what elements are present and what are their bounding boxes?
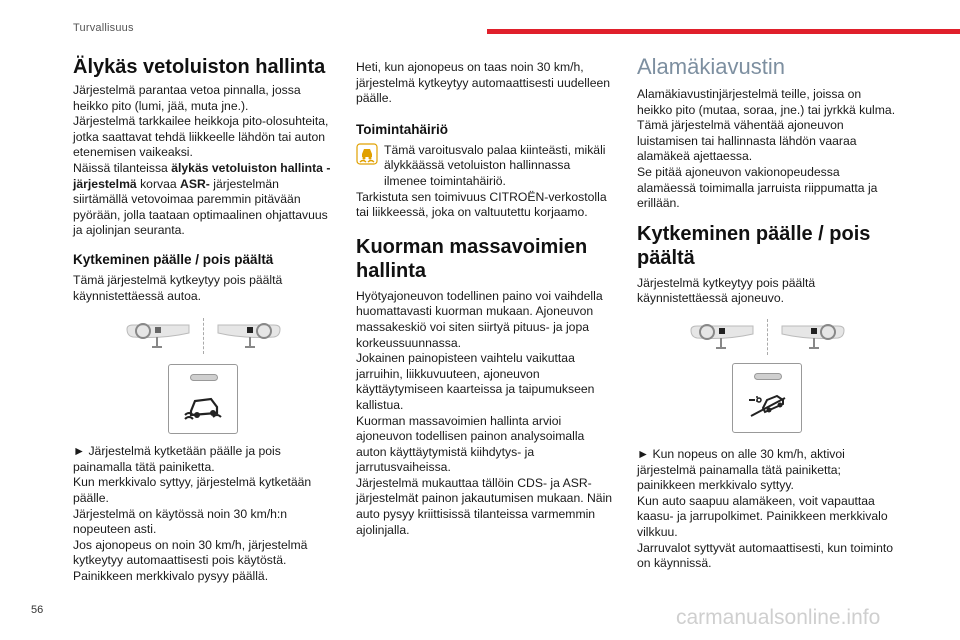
page-number: 56 (31, 604, 44, 616)
icon-divider (203, 318, 204, 354)
section-header: Turvallisuus (73, 22, 134, 34)
column-traction-control (73, 55, 333, 584)
hill-descent-car-icon (747, 390, 789, 420)
hill-steering-right-icon (778, 320, 848, 354)
traction-subtitle: Kytkeminen päälle / pois päältä (73, 251, 274, 267)
traction-intro-1: Järjestelmä parantaa vetoa pinnalla, jossa heikko pito (lumi, jää, muta jne.). (73, 83, 301, 113)
hill-icon-divider (767, 319, 768, 355)
header-accent-bar (487, 29, 960, 34)
watermark: carmanualsonline.info (676, 606, 881, 629)
traction-on-text: Tämä järjestelmä kytkeytyy pois päältä käynnistettäessä autoa. (73, 272, 283, 303)
steering-column-right-icon (214, 319, 284, 353)
hill-steering-icons (637, 319, 897, 355)
hill-step-1: ► Kun nopeus on alle 30 km/h, aktivoi järjestelmä painamalla tätä painiketta; painikkeen merkkivalo syttyy. (637, 446, 845, 493)
traction-intro-2: Järjestelmä tarkkailee heikkoja pito-olosuhteita, jotka saattavat tehdä liikkeelle lähdön tai auton etenemisen vaikeaksi. (73, 114, 329, 160)
hill-title: Alamäkiavustin (637, 54, 785, 79)
traction-intro-3: Näissä tilanteissa älykäs vetoluiston hallinta -järjestelmä korvaa ASR- järjestelmän siirtämällä vetovoimaa paremmin pitävään pyörään, jolla taataan optimaalinen ohjattavuus ja ajolinjan seuranta. (73, 160, 331, 238)
traction-continue: Heti, kun ajonopeus on taas noin 30 km/h, järjestelmä kytkeytyy automaattisesti uudelleen päälle. (356, 60, 611, 106)
fault-text-2: Tarkistuta sen toimivuus CITROËN-verkostolla tai liikkeessä, joka on valtuutettu korjaamo. (356, 189, 607, 220)
steering-icons (73, 318, 333, 354)
hill-on-text: Järjestelmä kytkeytyy pois päältä käynnistettäessä ajoneuvo. (637, 275, 816, 306)
load-text-2: Jokainen painopisteen vaihtelu vaikuttaa jarruihin, liikkuvuuteen, ajoneuvon käyttäytymiseen kaarteissa ja taipumukseen kallistua. (356, 351, 595, 412)
hill-intro-1: Alamäkiavustinjärjestelmä teille, joissa on heikko pito (mutaa, soraa, jne.) tai jyrkkä kulma. (637, 87, 896, 117)
column-hill-descent (637, 55, 897, 572)
hill-steering-left-icon (687, 320, 757, 354)
traction-step-1: ► Järjestelmä kytketään päälle ja pois painamalla tätä painiketta. (73, 444, 281, 474)
traction-title: Älykäs vetoluiston hallinta (73, 56, 326, 78)
traction-step-2: Kun merkkivalo syttyy, järjestelmä kytketään päälle. (73, 475, 312, 505)
hill-intro-2: Tämä järjestelmä vähentää ajoneuvon luistamisen tai hallinnasta lähdön vaaraa alamäkeä ajettaessa. (637, 118, 857, 164)
load-text-3: Kuorman massavoimien hallinta arvioi ajoneuvon todellisen painon analysoimalla auton käyttäytymistä kiihdytys- ja jarrutusvaiheissa. (356, 413, 585, 475)
fault-warning (356, 143, 616, 190)
hill-step-3: Jarruvalot syttyvät automaattisesti, kun toiminto on käynnissä. (637, 540, 894, 571)
steering-column-left-icon (123, 319, 193, 353)
hill-descent-button[interactable] (732, 363, 802, 433)
traction-warning-icon (356, 143, 378, 165)
column-fault-load (356, 60, 616, 538)
button-indicator-light (190, 374, 218, 381)
traction-step-4: Jos ajonopeus on noin 30 km/h, järjestelmä kytkeytyy automaattisesti pois käytöstä. (73, 537, 308, 568)
hill-step-2: Kun auto saapuu alamäkeen, voit vapauttaa kaasu- ja jarrupolkimet. Painikkeen merkkivalo vilkkuu. (637, 493, 888, 539)
hill-intro-3: Se pitää ajoneuvon vakionopeudessa alamäessä toimimalla jarruista riippumatta ja erillään. (637, 164, 878, 211)
load-text-4: Järjestelmä mukauttaa tällöin CDS- ja ASR-järjestelmät painon jakautumisen mukaan. Näin auto pysyy kriittisissä tilanteissa varmemmin ajolinjalla. (356, 475, 613, 537)
fault-text-1: Tämä varoitusvalo palaa kiinteästi, mikäli älykkäässä vetoluiston hallinnassa ilmenee toimintahäiriö. (384, 142, 606, 188)
fault-title: Toimintahäiriö (356, 121, 449, 137)
hill-button-indicator-light (754, 373, 782, 380)
traction-car-icon (183, 391, 225, 421)
grip-control-button[interactable] (168, 364, 238, 434)
traction-step-3: Järjestelmä on käytössä noin 30 km/h:n nopeuteen asti. (73, 506, 288, 537)
load-text-1: Hyötyajoneuvon todellinen paino voi vaihdella huomattavasti kuorman mukaan. Ajoneuvon massakeskiö voi siten siirtyä pituus- ja jopa korkeussuunnassa. (356, 288, 603, 350)
load-title: Kuorman massavoimien hallinta (356, 235, 588, 282)
hill-subtitle: Kytkeminen päälle / pois päältä (637, 222, 871, 269)
traction-step-5: Painikkeen merkkivalo pysyy päällä. (73, 568, 269, 583)
